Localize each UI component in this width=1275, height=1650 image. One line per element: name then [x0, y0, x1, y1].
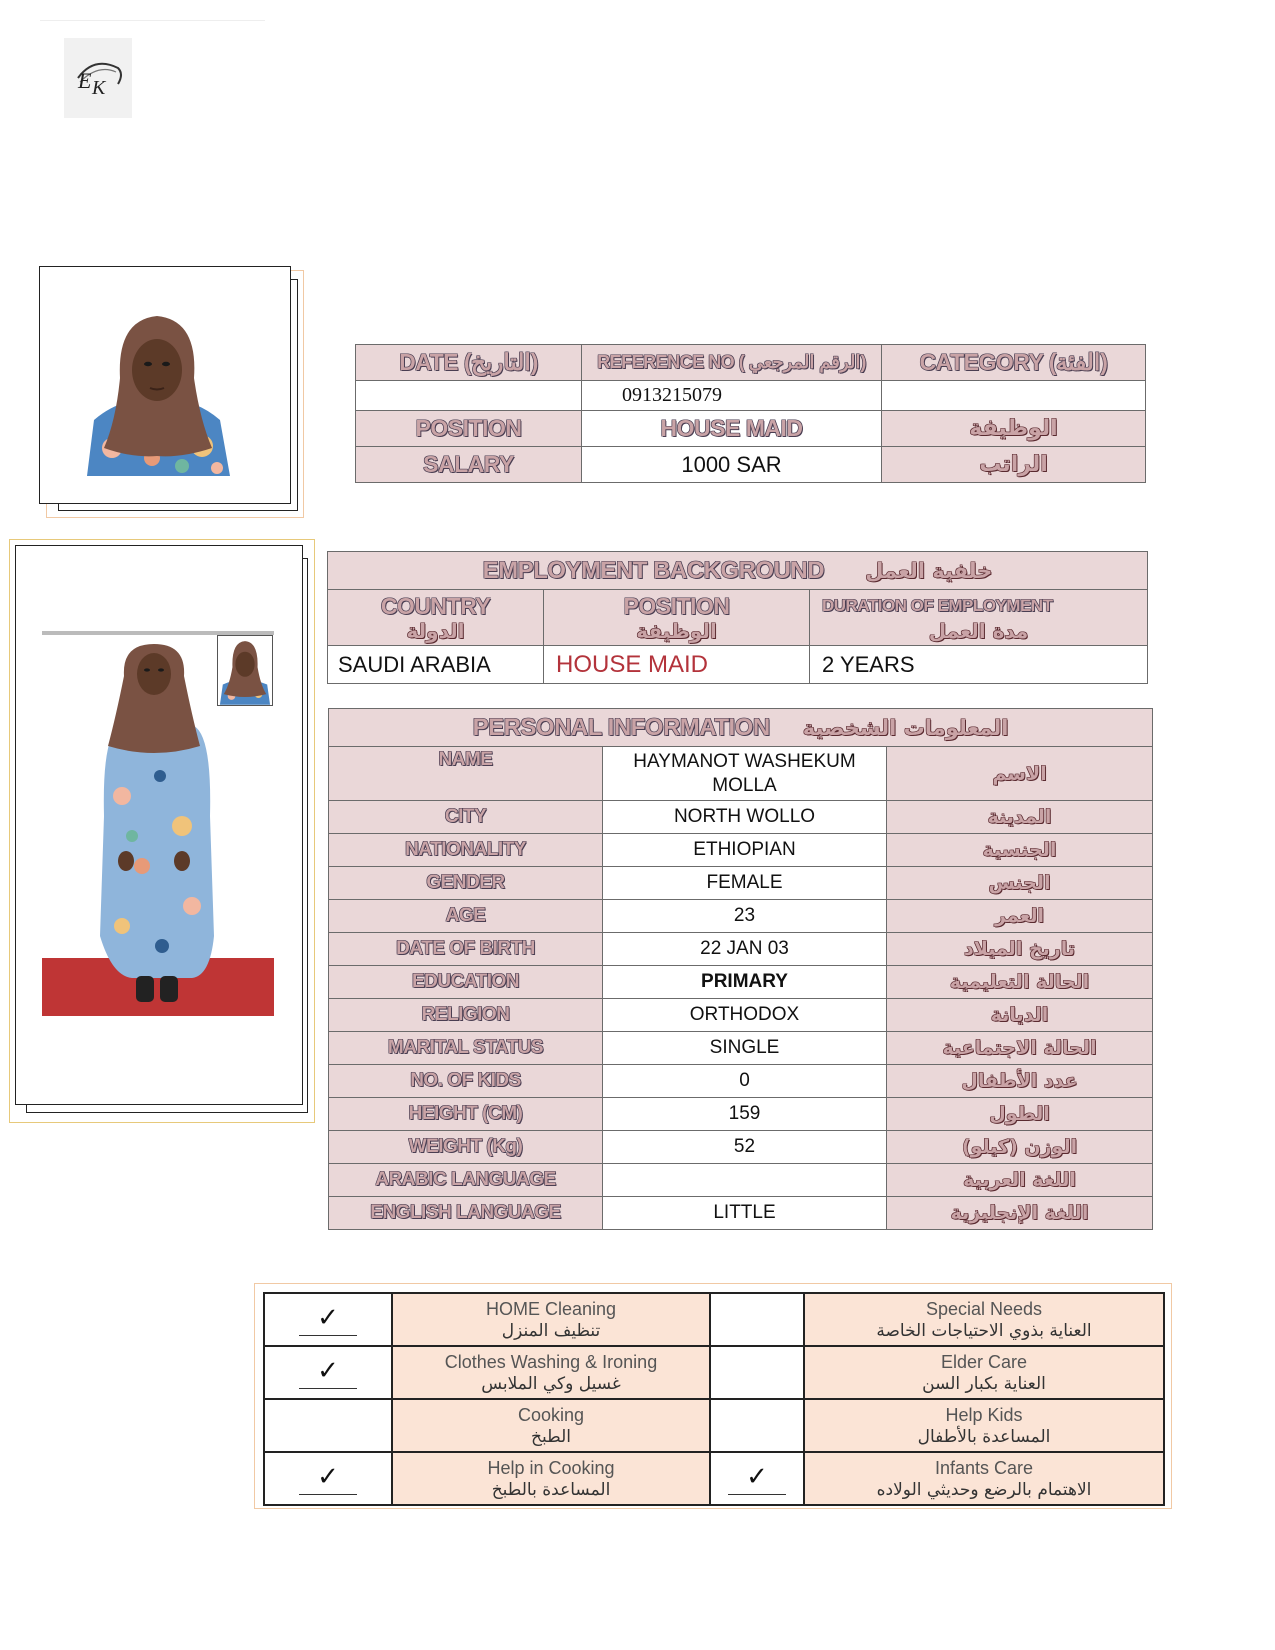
skill-en: Special Needs: [925, 1298, 1043, 1319]
skill-row: [264, 1346, 1164, 1399]
row-value: NORTH WOLLO: [673, 806, 816, 827]
row-ar: المدينة: [987, 806, 1052, 828]
skill-ar: الطبخ: [531, 1426, 571, 1447]
skill-ar: غسيل وكي الملابس: [481, 1373, 621, 1394]
date-header: [356, 345, 582, 381]
check-mark-icon: ✓: [299, 1462, 357, 1495]
row-ar: الطول: [989, 1103, 1050, 1125]
reference-value-cell: [582, 381, 882, 411]
table-row: [329, 999, 1153, 1032]
row-ar: تاريخ الميلاد: [964, 938, 1075, 960]
duration-header: [810, 590, 1148, 646]
row-label: RELIGION: [421, 1004, 510, 1025]
category-header: [882, 345, 1146, 381]
position-label: POSITION: [415, 415, 522, 441]
position-ar-cell: [882, 411, 1146, 447]
position-label-cell: [356, 411, 582, 447]
row-ar: الجنسية: [982, 839, 1057, 861]
salary-ar: الراتب: [979, 452, 1048, 477]
skill-cell: [804, 1399, 1164, 1452]
row-value: 22 JAN 03: [700, 938, 789, 959]
table-row: [329, 933, 1153, 966]
emp-position-header: [544, 590, 810, 646]
skill-row: [264, 1399, 1164, 1452]
personal-info-table: [328, 708, 1153, 1230]
date-label: DATE (التاريخ): [399, 349, 538, 375]
skill-cell: [392, 1399, 710, 1452]
top-rule: [40, 20, 265, 21]
reference-header: [582, 345, 882, 381]
row-label: HEIGHT (CM): [408, 1103, 523, 1124]
row-ar: الوزن (كيلو): [961, 1136, 1078, 1158]
skill-check-cell: [710, 1346, 804, 1399]
row-ar: الحالة التعليمية: [949, 971, 1090, 993]
country-value-cell: [328, 646, 544, 684]
duration-ar: مدة العمل: [928, 618, 1029, 643]
row-label: CITY: [444, 806, 487, 827]
skill-check-cell: [710, 1452, 804, 1505]
skill-check-cell: [710, 1293, 804, 1346]
duration-value: 2 YEARS: [822, 651, 915, 677]
table-row: [329, 801, 1153, 834]
row-label: WEIGHT (Kg): [408, 1136, 523, 1157]
skill-row: [264, 1293, 1164, 1346]
skill-ar: تنظيف المنزل: [501, 1320, 601, 1341]
skill-en: Cooking: [517, 1404, 585, 1425]
row-label: ARABIC LANGUAGE: [375, 1169, 556, 1190]
reference-value: 0913215079: [622, 384, 722, 406]
row-value: ORTHODOX: [689, 1004, 800, 1025]
row-ar: الديانة: [990, 1004, 1049, 1026]
skill-en: Help Kids: [945, 1404, 1023, 1425]
row-value: 159: [728, 1103, 761, 1124]
country-header: [328, 590, 544, 646]
skill-en: Help in Cooking: [487, 1457, 615, 1478]
portrait-photo: [82, 308, 232, 476]
skill-ar: الاهتمام بالرضع وحديثي الولاده: [876, 1479, 1092, 1500]
emp-position-ar: الوظيفة: [636, 618, 717, 643]
salary-value: 1000 SAR: [681, 451, 782, 477]
row-ar: عدد الأطفال: [961, 1070, 1078, 1092]
skill-ar: المساعدة بالأطفال: [917, 1426, 1051, 1447]
skills-table: [263, 1292, 1165, 1506]
row-label: NO. OF KIDS: [410, 1070, 521, 1091]
country-value: SAUDI ARABIA: [338, 651, 491, 677]
skill-cell: [392, 1346, 710, 1399]
row-ar: العمر: [995, 905, 1044, 927]
salary-ar-cell: [882, 447, 1146, 483]
row-ar: الحالة الاجتماعية: [942, 1037, 1097, 1059]
row-value: FEMALE: [706, 872, 783, 893]
row-label: AGE: [445, 905, 486, 926]
skill-check-cell: [264, 1293, 392, 1346]
position-value-cell: [582, 411, 882, 447]
skill-ar: المساعدة بالطبخ: [491, 1479, 611, 1500]
row-value: PRIMARY: [701, 971, 788, 992]
thumbnail-photo: [217, 635, 273, 706]
check-mark-icon: ✓: [728, 1462, 786, 1495]
table-row: [329, 1164, 1153, 1197]
row-ar: اللغة الإنجليزية: [950, 1202, 1089, 1224]
employment-title: EMPLOYMENT BACKGROUND: [482, 556, 825, 584]
table-row: [329, 900, 1153, 933]
category-value: [882, 381, 1146, 411]
position-ar: الوظيفة: [969, 416, 1058, 441]
row-label: DATE OF BIRTH: [396, 938, 535, 959]
skill-check-cell: [264, 1452, 392, 1505]
skill-cell: [804, 1452, 1164, 1505]
company-logo: [64, 38, 132, 118]
row-value: HAYMANOT WASHEKUM MOLLA: [633, 750, 856, 796]
skill-check-cell: [264, 1399, 392, 1452]
skill-cell: [804, 1346, 1164, 1399]
skill-en: HOME Cleaning: [485, 1298, 617, 1319]
skill-en: Infants Care: [934, 1457, 1034, 1478]
row-ar: الاسم: [992, 762, 1047, 785]
employment-title-ar: خلفية العمل: [865, 558, 993, 583]
row-label: NAME: [438, 749, 493, 770]
row-ar: اللغة العربية: [963, 1169, 1076, 1191]
reference-label: REFERENCE NO ( الرقم المرجعي): [597, 352, 866, 372]
employment-title-cell: [328, 552, 1148, 590]
emp-position-label: POSITION: [623, 592, 730, 619]
salary-value-cell: [582, 447, 882, 483]
table-row: [329, 1197, 1153, 1230]
salary-label-cell: [356, 447, 582, 483]
row-label: ENGLISH LANGUAGE: [370, 1202, 561, 1223]
table-row: [329, 1098, 1153, 1131]
row-value: SINGLE: [709, 1037, 780, 1058]
salary-label: SALARY: [423, 451, 514, 477]
check-mark-icon: ✓: [299, 1303, 357, 1336]
row-value: 23: [733, 905, 756, 926]
personal-title: PERSONAL INFORMATION: [472, 713, 770, 741]
skill-check-cell: [264, 1346, 392, 1399]
table-row: [329, 747, 1153, 801]
skill-cell: [392, 1293, 710, 1346]
date-value: [356, 381, 582, 411]
category-label: CATEGORY (الفئة): [919, 349, 1108, 375]
row-label: GENDER: [426, 872, 505, 893]
table-row: [329, 1065, 1153, 1098]
table-row: [329, 1032, 1153, 1065]
row-value: LITTLE: [713, 1202, 776, 1223]
row-label: MARITAL STATUS: [387, 1037, 544, 1058]
row-value: 52: [733, 1136, 756, 1157]
svg-text:E: E: [78, 68, 92, 93]
skill-row: [264, 1452, 1164, 1505]
skill-ar: العناية بذوي الاحتياجات الخاصة: [876, 1320, 1092, 1341]
table-row: [329, 867, 1153, 900]
emp-position-value: HOUSE MAID: [556, 650, 709, 678]
skill-cell: [392, 1452, 710, 1505]
row-label: EDUCATION: [411, 971, 520, 992]
country-ar: الدولة: [406, 618, 465, 643]
personal-title-cell: [329, 709, 1153, 747]
position-value: HOUSE MAID: [660, 415, 803, 441]
table-row: [329, 1131, 1153, 1164]
skill-cell: [804, 1293, 1164, 1346]
row-ar: الجنس: [988, 872, 1051, 894]
employment-table: [327, 551, 1148, 684]
row-value: ETHIOPIAN: [693, 839, 796, 860]
reference-table: [355, 344, 1146, 483]
emp-position-value-cell: [544, 646, 810, 684]
row-value: 0: [739, 1070, 750, 1091]
table-row: [329, 834, 1153, 867]
table-row: [329, 966, 1153, 999]
svg-text:K: K: [92, 77, 106, 99]
skill-check-cell: [710, 1399, 804, 1452]
row-label: NATIONALITY: [405, 839, 526, 860]
personal-title-ar: المعلومات الشخصية: [802, 715, 1009, 740]
duration-label: DURATION OF EMPLOYMENT: [822, 595, 1053, 615]
skill-en: Clothes Washing & Ironing: [444, 1351, 658, 1372]
check-mark-icon: ✓: [299, 1356, 357, 1389]
skill-ar: العناية بكبار السن: [922, 1373, 1046, 1394]
skill-en: Elder Care: [940, 1351, 1028, 1372]
duration-value-cell: [810, 646, 1148, 684]
country-label: COUNTRY: [380, 592, 491, 619]
